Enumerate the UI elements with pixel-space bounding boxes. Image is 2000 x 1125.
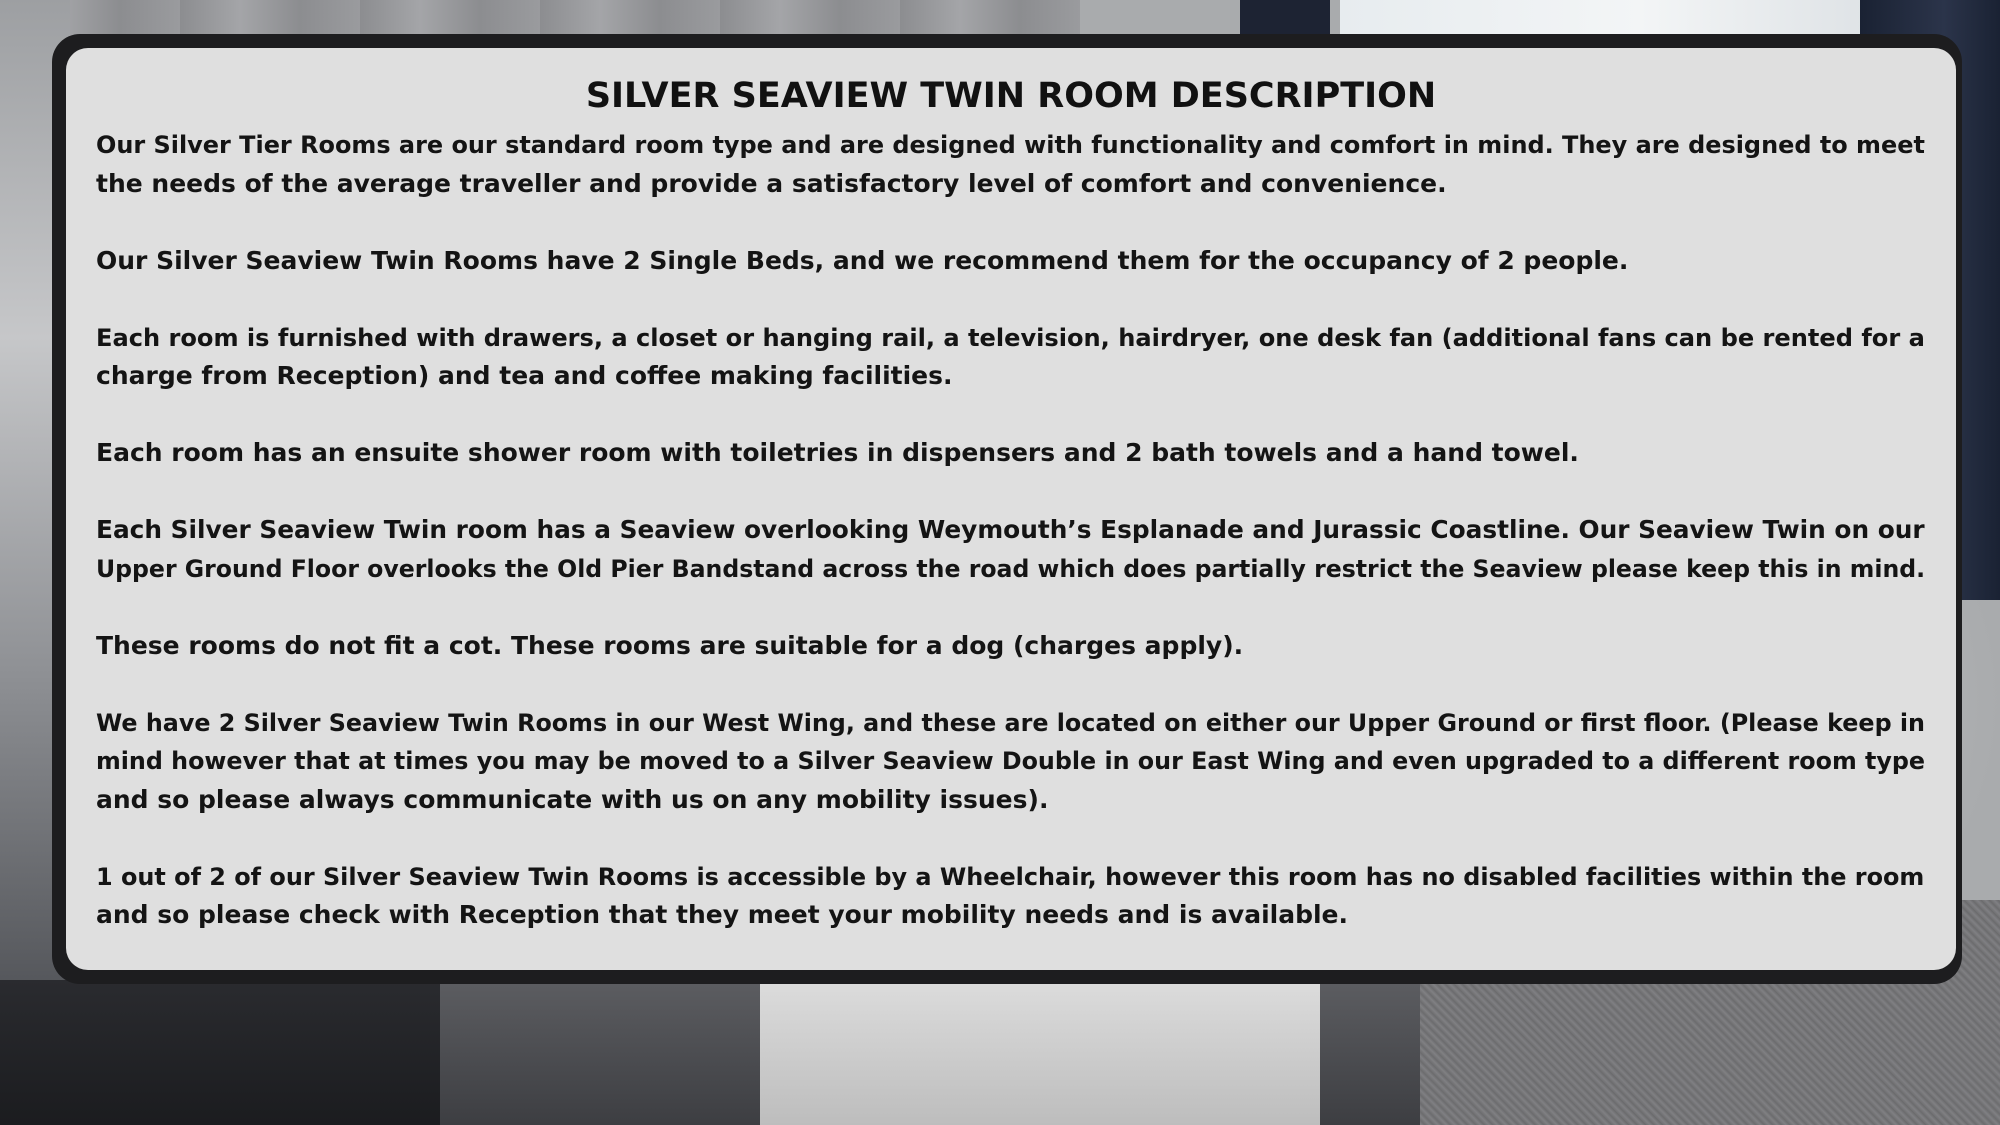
- paragraph-cot-dog: [96, 627, 1926, 666]
- desk: [0, 980, 440, 1125]
- paragraph-line: These rooms do not fit a cot. These rooms are suitable for a dog (charges apply).: [96, 630, 1244, 660]
- description-card: [66, 48, 1956, 970]
- paragraph-line: the needs of the average traveller and provide a satisfactory level of comfort and convenience.: [96, 168, 1447, 198]
- paragraph-line: 1 out of 2 of our Silver Seaview Twin Rooms is accessible by a Wheelchair, however this room has no disabled facilities within the room: [96, 862, 1925, 891]
- paragraph-intro: [96, 126, 1926, 203]
- paragraph-location: [96, 704, 1926, 820]
- bedding: [760, 980, 1320, 1125]
- paragraph-ensuite: [96, 434, 1926, 473]
- paragraph-beds: [96, 242, 1926, 281]
- paragraph-furnishings: [96, 319, 1926, 396]
- paragraph-line: Each Silver Seaview Twin room has a Seaview overlooking Weymouth’s Esplanade and Jurassic Coastline. Our Seaview Twin on our: [96, 515, 1925, 544]
- paragraph-seaview: [96, 511, 1926, 588]
- paragraph-line: mind however that at times you may be moved to a Silver Seaview Double in our East Wing and even upgraded to a different room type: [96, 747, 1926, 775]
- paragraph-line: We have 2 Silver Seaview Twin Rooms in our West Wing, and these are located on either our Upper Ground or first floor. (Please keep in: [96, 708, 1925, 737]
- paragraph-line: Our Silver Tier Rooms are our standard room type and are designed with functionality and comfort in mind. They are designed to meet: [96, 131, 1925, 159]
- paragraph-line: Our Silver Seaview Twin Rooms have 2 Single Beds, and we recommend them for the occupancy of 2 people.: [96, 245, 1629, 275]
- description-body: [96, 126, 1926, 935]
- paragraph-line: and so please always communicate with us on any mobility issues).: [96, 784, 1049, 814]
- paragraph-line: charge from Reception) and tea and coffee making facilities.: [96, 361, 953, 390]
- paragraph-accessibility: [96, 858, 1926, 935]
- page-title: SILVER SEAVIEW TWIN ROOM DESCRIPTION: [585, 76, 1437, 116]
- paragraph-line: Each room has an ensuite shower room with toiletries in dispensers and 2 bath towels and a hand towel.: [96, 438, 1579, 467]
- paragraph-line: Upper Ground Floor overlooks the Old Pier Bandstand across the road which does partially restrict the Seaview please keep this in mind.: [96, 554, 1926, 583]
- paragraph-line: and so please check with Reception that they meet your mobility needs and is available.: [96, 900, 1349, 929]
- paragraph-line: Each room is furnished with drawers, a closet or hanging rail, a television, hairdryer, one desk fan (additional fans can be rented for a: [96, 323, 1925, 352]
